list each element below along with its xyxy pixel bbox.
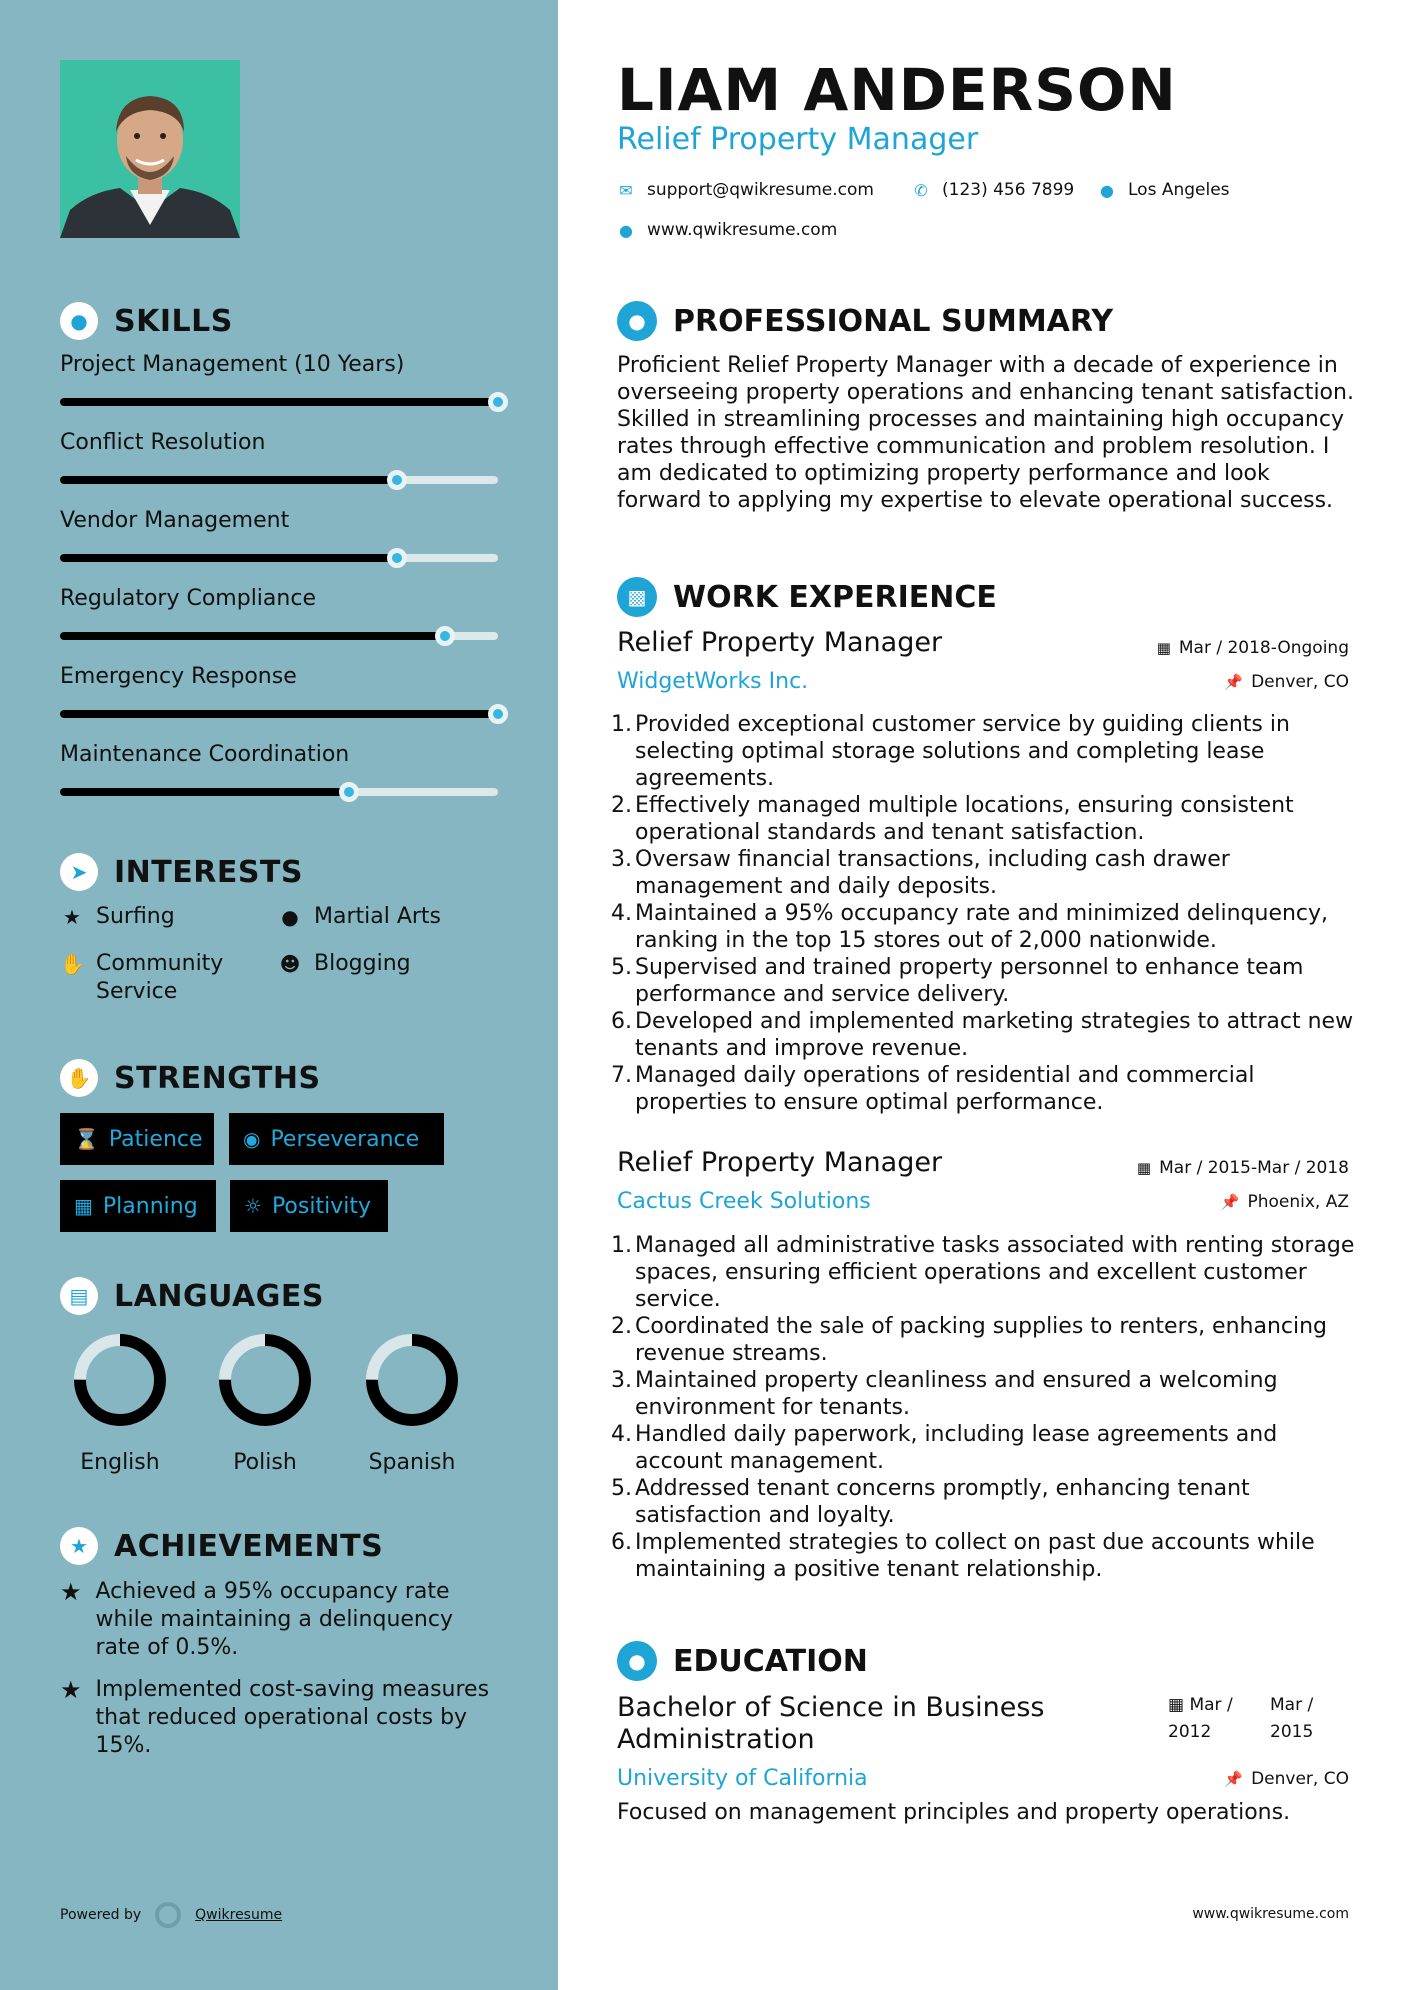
skill-label: Conflict Resolution: [60, 430, 266, 455]
achievements-header: [60, 1527, 383, 1565]
list-item: 4. Handled daily paperwork, including lease agreements and account management.: [611, 1422, 1278, 1474]
job-company: Cactus Creek Solutions: [617, 1189, 871, 1214]
contact-email[interactable]: [617, 180, 874, 200]
language-label: Spanish: [368, 1450, 456, 1475]
achievement-item: [60, 1676, 500, 1760]
hourglass-icon: ⌛: [74, 1127, 99, 1151]
language-ring: [215, 1330, 315, 1430]
list-item: 6. Developed and implemented marketing strategies to attract new tenants and improve revenue.: [611, 1009, 1354, 1061]
skill-label: Project Management (10 Years): [60, 352, 405, 377]
job-title: Relief Property Manager: [617, 1147, 943, 1178]
list-item: 6. Implemented strategies to collect on past due accounts while maintaining a positive tenant relationship.: [611, 1530, 1315, 1582]
skill-label: Vendor Management: [60, 508, 290, 533]
contact-phone: [912, 180, 1074, 200]
pin-icon: 📌: [1224, 1770, 1244, 1788]
achievement-text: Implemented cost-saving measures that reduced operational costs by 15%.: [95, 1677, 490, 1758]
users-icon: ☻: [279, 952, 301, 976]
interests-header: [60, 853, 303, 891]
skill-bar-fill: [60, 476, 397, 484]
interest-label: Martial Arts: [314, 904, 442, 929]
education-start-text: Mar / 2012: [1168, 1695, 1233, 1742]
strength-label: Perseverance: [270, 1126, 420, 1152]
star-icon: ★: [60, 1676, 82, 1704]
list-item: 5. Addressed tenant concerns promptly, enhancing tenant satisfaction and loyalty.: [611, 1476, 1250, 1528]
calendar-icon: ▦: [1168, 1695, 1185, 1715]
language-card-icon: ▤: [60, 1277, 98, 1315]
education-header: [617, 1641, 868, 1681]
graduate-icon: ●: [617, 1641, 657, 1681]
office-chair-icon: ▩: [617, 577, 657, 617]
interest-label: Surfing: [96, 904, 175, 929]
skills-title: SKILLS: [114, 303, 233, 339]
skill-bar-fill: [60, 398, 498, 406]
list-item: 3. Oversaw financial transactions, including cash drawer management and daily deposits.: [611, 847, 1230, 899]
skill-bar-knob: [435, 626, 455, 646]
language-item: [195, 1330, 335, 1475]
skill-bar: [60, 398, 498, 406]
star-badge-icon: ★: [60, 1527, 98, 1565]
skill-item: [60, 430, 500, 455]
interest-item: [60, 950, 260, 1006]
location-text: Los Angeles: [1128, 180, 1230, 200]
skill-bar-fill: [60, 554, 397, 562]
experience-title: WORK EXPERIENCE: [673, 579, 997, 615]
list-item: 1. Provided exceptional customer service by guiding clients in selecting optimal storage solutions and completing lease agreements.: [611, 712, 1290, 791]
skill-item: [60, 742, 500, 767]
lightbulb-icon: ●: [60, 302, 98, 340]
skill-bar-fill: [60, 788, 349, 796]
list-item: 2. Coordinated the sale of packing supplies to renters, enhancing revenue streams.: [611, 1314, 1328, 1366]
strengths-title: STRENGTHS: [114, 1060, 321, 1096]
education-school: University of California: [617, 1766, 868, 1791]
globe-icon: ●: [619, 220, 633, 240]
binoculars-icon: ◉: [243, 1127, 261, 1151]
list-item: 1. Managed all administrative tasks associated with renting storage spaces, ensuring efficient operations and excellent customer service.: [611, 1233, 1355, 1312]
skill-bar-fill: [60, 710, 498, 718]
skill-item: [60, 664, 500, 689]
list-item: 7. Managed daily operations of residential and commercial properties to ensure optimal performance.: [611, 1063, 1255, 1115]
list-item: 3. Maintained property cleanliness and ensured a welcoming environment for tenants.: [611, 1368, 1278, 1420]
interest-item: [278, 903, 441, 931]
achievements-title: ACHIEVEMENTS: [114, 1528, 384, 1564]
achievement-item: [60, 1578, 500, 1662]
skill-bar-knob: [387, 470, 407, 490]
skill-item: [60, 352, 500, 377]
candidate-name: LIAM ANDERSON: [617, 56, 1177, 124]
job-location: [1224, 672, 1349, 692]
strength-label: Positivity: [271, 1193, 371, 1219]
list-item: 2. Effectively managed multiple locations, ensuring consistent operational standards and tenant satisfaction.: [611, 793, 1294, 845]
education-date-end: [1270, 1692, 1340, 1746]
achievement-text: Achieved a 95% occupancy rate while maintaining a delinquency rate of 0.5%.: [95, 1579, 453, 1660]
envelope-icon: ✉: [619, 180, 633, 200]
candidate-role: Relief Property Manager: [617, 122, 979, 157]
education-location: [1224, 1769, 1349, 1789]
phone-icon: ✆: [914, 180, 928, 200]
languages-header: [60, 1277, 324, 1315]
interest-label: Community Service: [96, 951, 224, 1004]
list-item: 5. Supervised and trained property personnel to enhance team performance and service delivery.: [611, 955, 1304, 1007]
summary-title: PROFESSIONAL SUMMARY: [673, 303, 1114, 339]
hand-icon: ✋: [60, 952, 85, 976]
list-item: 4. Maintained a 95% occupancy rate and minimized delinquency, ranking in the top 15 stores out of 2,000 nationwide.: [611, 901, 1329, 953]
skill-bar: [60, 788, 498, 796]
skill-bar: [60, 554, 498, 562]
job-title: Relief Property Manager: [617, 627, 943, 658]
fist-icon: ✋: [60, 1059, 98, 1097]
education-description: Focused on management principles and property operations.: [617, 1800, 1291, 1825]
education-date-start: [1168, 1692, 1238, 1746]
strength-tag: [60, 1113, 214, 1165]
skill-item: [60, 508, 500, 533]
skill-label: Emergency Response: [60, 664, 297, 689]
job-location: [1221, 1192, 1349, 1212]
skill-bar-knob: [387, 548, 407, 568]
powered-by-label: Powered by: [60, 1907, 142, 1923]
job-bullets: [611, 1232, 1357, 1583]
language-label: English: [80, 1450, 160, 1475]
skill-item: [60, 586, 500, 611]
star-icon: ★: [63, 905, 81, 929]
sun-icon: ☼: [244, 1194, 262, 1218]
star-icon: ★: [60, 1578, 82, 1606]
skill-bar: [60, 632, 498, 640]
strength-tag: [230, 1180, 388, 1232]
strength-tag: [60, 1180, 216, 1232]
contact-website[interactable]: [617, 220, 837, 240]
interests-title: INTERESTS: [114, 854, 303, 890]
skill-bar: [60, 476, 498, 484]
skill-bar-knob: [488, 704, 508, 724]
job-date: [1137, 1158, 1349, 1178]
skills-header: [60, 302, 233, 340]
job-company: WidgetWorks Inc.: [617, 669, 809, 694]
job-date: [1157, 638, 1349, 658]
strength-label: Patience: [108, 1126, 203, 1152]
user-icon: ●: [617, 301, 657, 341]
education-location-text: Denver, CO: [1251, 1769, 1349, 1789]
skill-label: Maintenance Coordination: [60, 742, 350, 767]
education-title: EDUCATION: [673, 1643, 868, 1679]
language-ring: [362, 1330, 462, 1430]
job-date-text: Mar / 2015-Mar / 2018: [1159, 1158, 1349, 1178]
languages-title: LANGUAGES: [114, 1278, 324, 1314]
education-end-text: Mar / 2015: [1270, 1695, 1314, 1742]
paper-plane-icon: ➤: [60, 853, 98, 891]
skill-bar-fill: [60, 632, 445, 640]
skill-bar-knob: [339, 782, 359, 802]
map-pin-icon: ●: [1100, 180, 1114, 200]
calendar-icon: ▦: [74, 1194, 93, 1218]
powered-by: [60, 1902, 282, 1928]
strengths-header: [60, 1059, 321, 1097]
language-item: [50, 1330, 190, 1475]
contact-location: [1098, 180, 1230, 200]
calendar-icon: ▦: [1136, 1159, 1152, 1177]
language-label: Polish: [233, 1450, 297, 1475]
brand-link[interactable]: Qwikresume: [195, 1907, 283, 1923]
interest-item: [60, 903, 175, 931]
skill-bar-knob: [488, 392, 508, 412]
calendar-icon: ▦: [1156, 639, 1171, 657]
job-date-text: Mar / 2018-Ongoing: [1178, 638, 1349, 658]
phone-text: (123) 456 7899: [942, 180, 1075, 200]
strength-tag: [229, 1113, 444, 1165]
pin-icon: 📌: [1220, 1193, 1240, 1211]
job-bullets: [611, 711, 1357, 1116]
summary-header: [617, 301, 1113, 341]
strength-label: Planning: [102, 1193, 198, 1219]
summary-text: Proficient Relief Property Manager with a decade of experience in overseeing property operations and enhancing tenant satisfaction. Skilled in streamlining processes and maintaining high occupancy rates through effective communication and problem resolution. I am dedicated to optimizing property performance and look forward to applying my expertise to elevate operational success.: [617, 353, 1354, 513]
language-item: [342, 1330, 482, 1475]
profile-photo: [60, 60, 240, 238]
footer-url[interactable]: www.qwikresume.com: [1192, 1906, 1349, 1922]
globe-icon: ●: [281, 905, 299, 929]
interest-label: Blogging: [314, 951, 411, 976]
experience-header: [617, 577, 997, 617]
skill-bar: [60, 710, 498, 718]
qwikresume-logo-icon: [155, 1902, 181, 1928]
language-ring: [70, 1330, 170, 1430]
pin-icon: 📌: [1224, 673, 1244, 691]
education-degree: Bachelor of Science in Business Administration: [617, 1692, 1045, 1755]
email-text: support@qwikresume.com: [647, 180, 874, 200]
job-location-text: Phoenix, AZ: [1247, 1192, 1349, 1212]
sidebar: [0, 0, 558, 1990]
website-text: www.qwikresume.com: [647, 220, 838, 240]
skill-label: Regulatory Compliance: [60, 586, 316, 611]
interest-item: [278, 950, 411, 978]
job-location-text: Denver, CO: [1251, 672, 1349, 692]
